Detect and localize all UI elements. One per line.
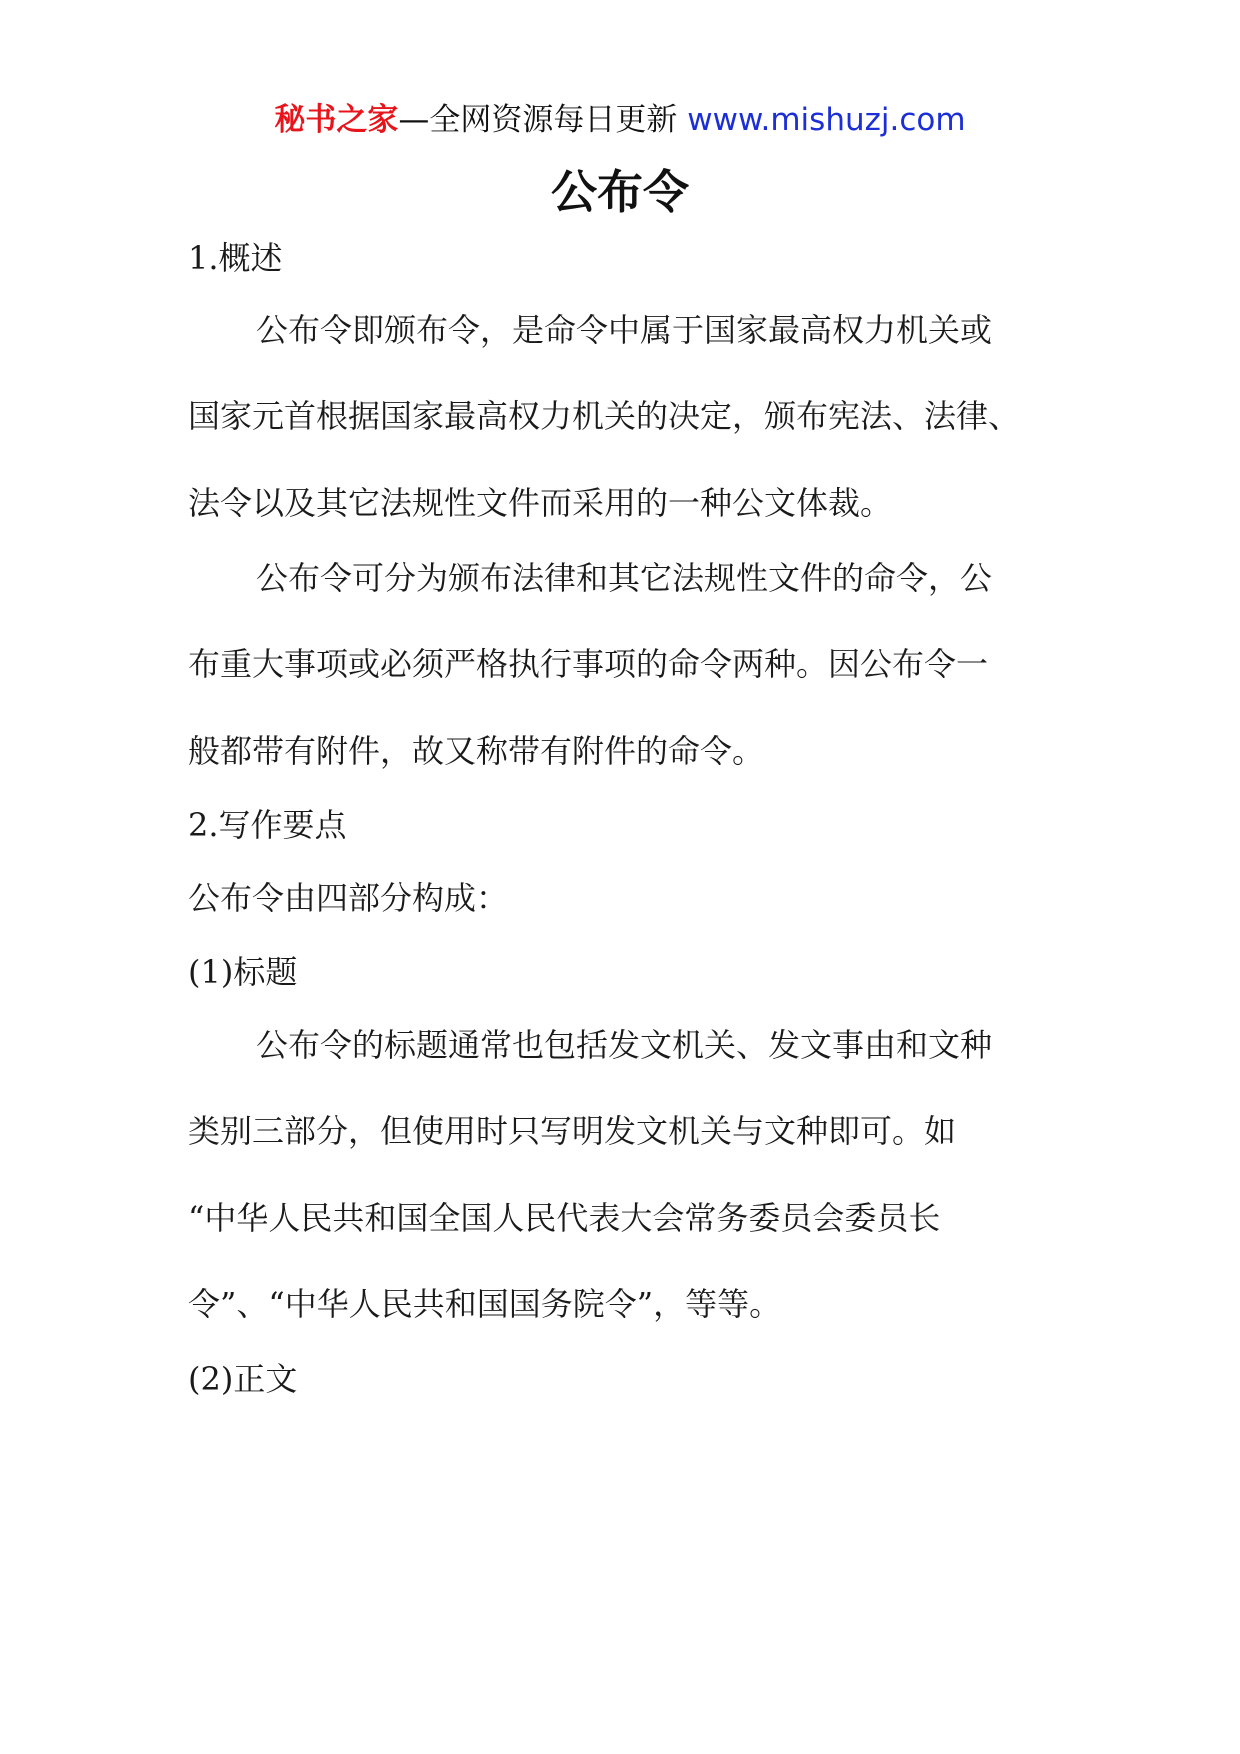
subheading-body: (2)正文 bbox=[188, 1360, 298, 1398]
paragraph-line: 般都带有附件，故又称带有附件的命令。 bbox=[188, 732, 765, 770]
subheading-title: (1)标题 bbox=[188, 953, 298, 991]
paragraph-line: 类别三部分，但使用时只写明发文机关与文种即可。如 bbox=[188, 1112, 957, 1150]
paragraph-line: 公布令的标题通常也包括发文机关、发文事由和文种 bbox=[256, 1026, 993, 1064]
paragraph-line: 法令以及其它法规性文件而采用的一种公文体裁。 bbox=[188, 484, 893, 522]
paragraph-line: 公布令由四部分构成： bbox=[188, 879, 509, 917]
site-header bbox=[0, 100, 1240, 140]
paragraph-line: 公布令可分为颁布法律和其它法规性文件的命令，公 bbox=[256, 559, 993, 597]
paragraph-line: 公布令即颁布令，是命令中属于国家最高权力机关或 bbox=[256, 311, 993, 349]
section-heading-writing-points: 2.写作要点 bbox=[188, 806, 347, 844]
paragraph-line: 国家元首根据国家最高权力机关的决定，颁布宪法、法律、 bbox=[188, 397, 1021, 435]
site-tagline: —全网资源每日更新 bbox=[398, 102, 678, 138]
site-brand: 秘书之家 bbox=[274, 102, 399, 138]
paragraph-line: 布重大事项或必须严格执行事项的命令两种。因公布令一 bbox=[188, 645, 989, 683]
section-heading-overview: 1.概述 bbox=[188, 239, 283, 277]
site-url-link[interactable]: www.mishuzj.com bbox=[687, 102, 966, 138]
paragraph-line: “中华人民共和国全国人民代表大会常务委员会委员长 bbox=[188, 1199, 941, 1237]
paragraph-line: 令”、“中华人民共和国国务院令”，等等。 bbox=[188, 1285, 782, 1323]
document-title: 公布令 bbox=[551, 165, 689, 219]
